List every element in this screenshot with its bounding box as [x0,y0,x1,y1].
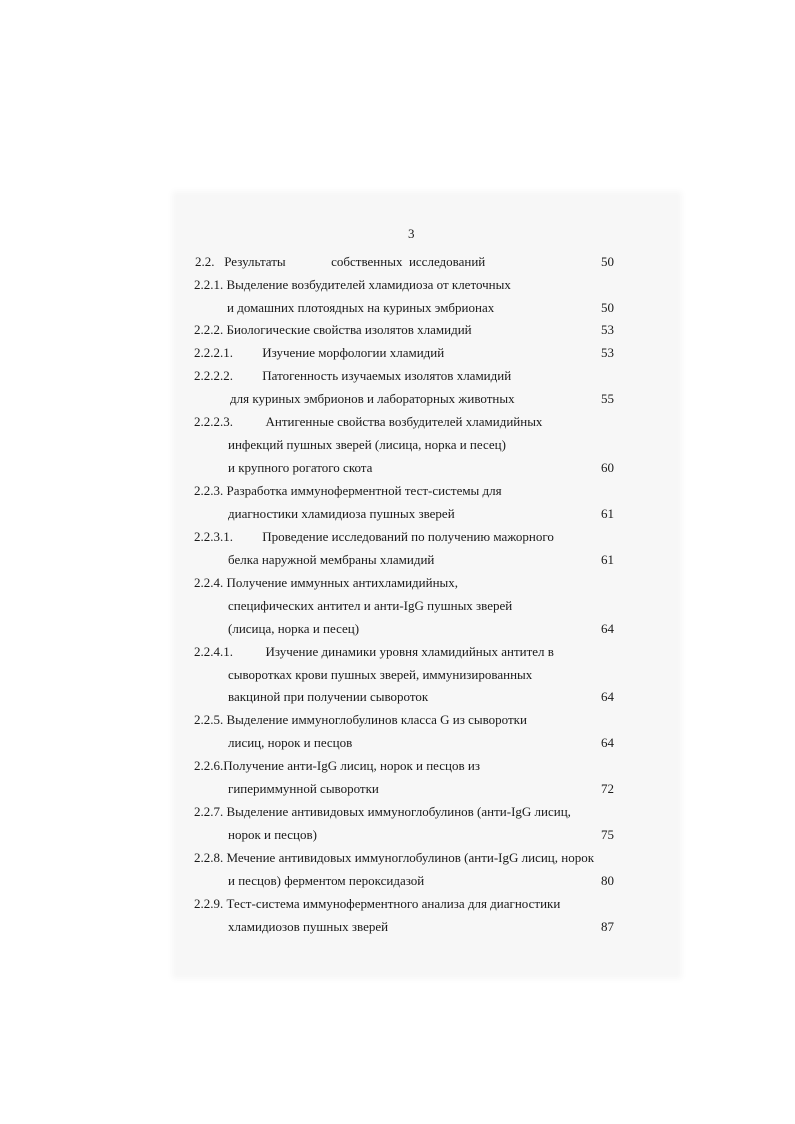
toc-line: белка наружной мембраны хламидий [228,552,435,567]
toc-line: 2.2.2.1. Изучение морфологии хламидий [194,345,445,360]
toc-line: 2.2.3. Разработка иммуноферментной тест-системы для [194,483,502,498]
toc-page-number: 72 [601,781,614,796]
toc-page-number: 50 [601,300,614,315]
toc-line: для куриных эмбрионов и лабораторных животных [230,391,515,406]
toc-page-number: 53 [601,345,614,360]
toc-line: 2.2.2.3. Антигенные свойства возбудителей хламидийных [194,414,543,429]
toc-page-number: 64 [601,621,614,636]
toc-page-number: 55 [601,391,614,406]
toc-line: 2.2.2. Биологические свойства изолятов хламидий [194,322,472,337]
toc-page-number: 64 [601,735,614,750]
toc-line: норок и песцов) [228,827,317,842]
toc-page-number: 80 [601,873,614,888]
toc-line: инфекций пушных зверей (лисица, норка и песец) [228,437,506,452]
page-number: 3 [408,226,415,241]
toc-line: лисиц, норок и песцов [228,735,353,750]
toc-page-number: 61 [601,506,614,521]
toc-line: вакциной при получении сывороток [228,689,429,704]
toc-page-number: 75 [601,827,614,842]
toc-page-number: 60 [601,460,614,475]
toc-line: 2.2.3.1. Проведение исследований по получению мажорного [194,529,554,544]
toc-line: (лисица, норка и песец) [228,621,360,636]
toc-line: 2.2. Результаты собственных исследований [195,254,486,269]
toc-line: и домашних плотоядных на куриных эмбрионах [227,300,495,315]
toc-line: диагностики хламидиоза пушных зверей [228,506,455,521]
toc-line: 2.2.2.2. Патогенность изучаемых изолятов хламидий [194,368,512,383]
toc-line: 2.2.4. Получение иммунных антихламидийных, [194,575,459,590]
toc-line: хламидиозов пушных зверей [228,919,389,934]
toc-page-number: 53 [601,322,614,337]
toc-line: гипериммунной сыворотки [228,781,379,796]
toc-line: 2.2.8. Мечение антивидовых иммуноглобулинов (анти-IgG лисиц, норок [194,850,595,865]
toc-line: 2.2.7. Выделение антивидовых иммуноглобулинов (анти-IgG лисиц, [194,804,571,819]
toc-page-number: 61 [601,552,614,567]
toc-line: сыворотках крови пушных зверей, иммунизированных [228,667,533,682]
toc-line: 2.2.6.Получение анти-IgG лисиц, норок и песцов из [194,758,480,773]
toc-line: 2.2.4.1. Изучение динамики уровня хламидийных антител в [194,644,554,659]
toc-line: 2.2.1. Выделение возбудителей хламидиоза от клеточных [194,277,511,292]
toc-page-number: 64 [601,689,614,704]
toc-line: и крупного рогатого скота [228,460,373,475]
toc-line: и песцов) ферментом пероксидазой [228,873,425,888]
toc-line: 2.2.5. Выделение иммуноглобулинов класса G из сыворотки [194,712,527,727]
toc-page-number: 87 [601,919,614,934]
toc-page-number: 50 [601,254,614,269]
toc-line: специфических антител и анти-IgG пушных зверей [228,598,513,613]
toc-line: 2.2.9. Тест-система иммуноферментного анализа для диагностики [194,896,561,911]
